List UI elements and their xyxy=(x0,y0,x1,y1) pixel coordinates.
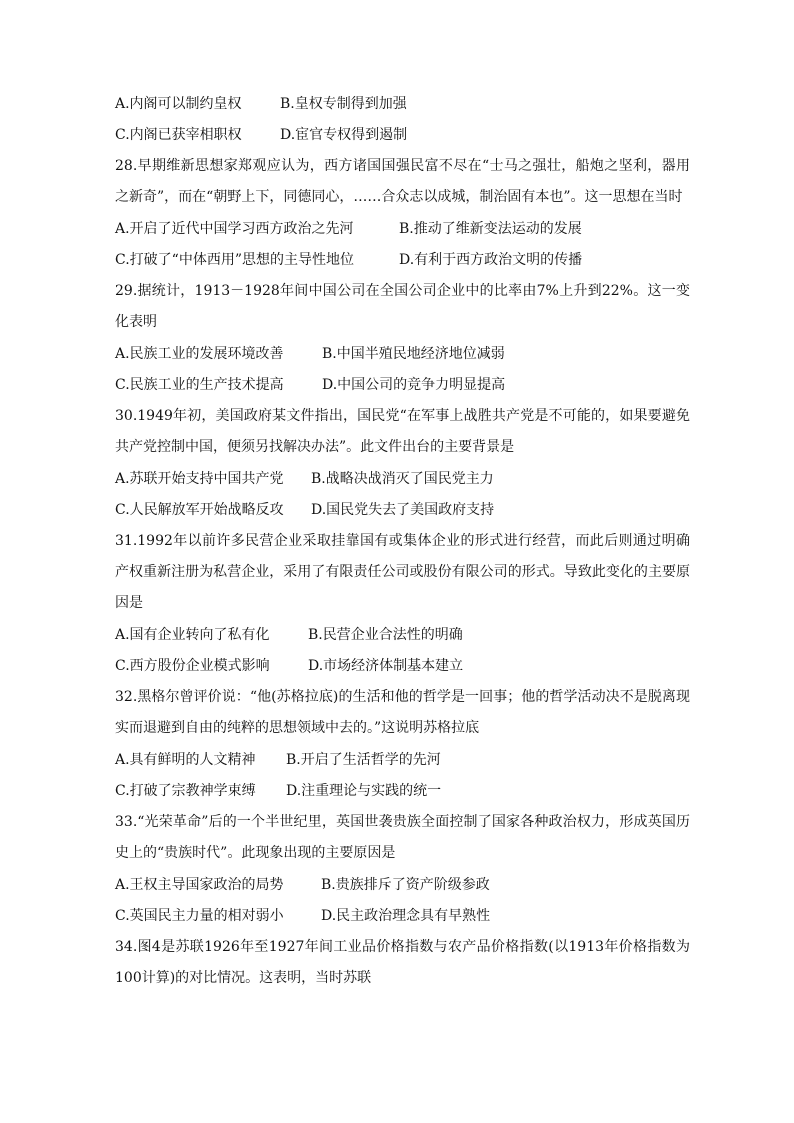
question-33-stem: 33.“光荣革命”后的一个半世纪里，英国世袭贵族全面控制了国家各种政治权力，形成英国历史上的“贵族时代”。此现象出现的主要原因是 xyxy=(115,814,690,861)
option-row xyxy=(115,471,690,487)
question-28-stem: 28.早期维新思想家郑观应认为，西方诸国国强民富不尽在“士马之强壮，船炮之坚利，器用之新奇”，而在“朝野上下，同德同心，……合众志以成城，制治固有本也”。这一思想在当时 xyxy=(115,158,690,205)
option-d: D.国民党失去了美国政府支持 xyxy=(311,502,495,518)
question-29-stem: 29.据统计，1913－1928年间中国公司在全国公司企业中的比率由7%上升到22%。这一变化表明 xyxy=(115,283,690,330)
option-row xyxy=(115,346,690,362)
option-c: C.英国民主力量的相对弱小 xyxy=(115,908,284,924)
option-row xyxy=(115,658,690,674)
option-d: D.宦官专权得到遏制 xyxy=(280,127,408,143)
option-d: D.中国公司的竞争力明显提高 xyxy=(322,377,506,393)
option-d: D.有利于西方政治文明的传播 xyxy=(399,252,583,268)
option-d: D.注重理论与实践的统一 xyxy=(286,783,442,799)
option-c: C.西方股份企业模式影响 xyxy=(115,658,270,674)
option-d: D.市场经济体制基本建立 xyxy=(308,658,464,674)
option-b: B.推动了维新变法运动的发展 xyxy=(399,221,582,237)
option-b: B.贵族排斥了资产阶级参政 xyxy=(321,877,490,893)
option-b: B.开启了生活哲学的先河 xyxy=(286,752,441,768)
option-a: A.国有企业转向了私有化 xyxy=(115,627,270,643)
option-c: C.打破了“中体西用”思想的主导性地位 xyxy=(115,252,354,268)
option-a: A.开启了近代中国学习西方政治之先河 xyxy=(115,221,354,237)
option-a: A.苏联开始支持中国共产党 xyxy=(115,471,284,487)
option-b: B.民营企业合法性的明确 xyxy=(308,627,463,643)
question-list xyxy=(115,96,690,1002)
option-row xyxy=(115,502,690,518)
option-row xyxy=(115,127,690,143)
option-row xyxy=(115,627,690,643)
option-row xyxy=(115,377,690,393)
option-a: A.具有鲜明的人文精神 xyxy=(115,752,256,768)
option-row xyxy=(115,908,690,924)
option-b: B.战略决战消灭了国民党主力 xyxy=(311,471,494,487)
option-a: A.王权主导国家政治的局势 xyxy=(115,877,284,893)
question-30-stem: 30.1949年初，美国政府某文件指出，国民党“在军事上战胜共产党是不可能的，如果要避免共产党控制中国，便须另找解决办法”。此文件出台的主要背景是 xyxy=(115,408,690,455)
option-c: C.内阁已获宰相职权 xyxy=(115,127,242,143)
option-c: C.打破了宗教神学束缚 xyxy=(115,783,256,799)
option-row xyxy=(115,752,690,768)
option-row xyxy=(115,96,690,112)
option-row xyxy=(115,877,690,893)
question-34-stem: 34.图4是苏联1926年至1927年间工业品价格指数与农产品价格指数(以1913年价格指数为100计算)的对比情况。这表明，当时苏联 xyxy=(115,939,690,986)
option-c: C.人民解放军开始战略反攻 xyxy=(115,502,284,518)
option-a: A.内阁可以制约皇权 xyxy=(115,96,242,112)
question-32-stem: 32.黑格尔曾评价说：“他(苏格拉底)的生活和他的哲学是一回事；他的哲学活动决不是脱离现实而退避到自由的纯粹的思想领域中去的。”这说明苏格拉底 xyxy=(115,689,690,736)
option-d: D.民主政治理念具有早熟性 xyxy=(321,908,491,924)
question-31-stem: 31.1992年以前许多民营企业采取挂靠国有或集体企业的形式进行经营，而此后则通过明确产权重新注册为私营企业，采用了有限责任公司或股份有限公司的形式。导致此变化的主要原因是 xyxy=(115,533,690,611)
option-row xyxy=(115,221,690,237)
option-b: B.皇权专制得到加强 xyxy=(280,96,407,112)
option-b: B.中国半殖民地经济地位减弱 xyxy=(322,346,505,362)
option-row xyxy=(115,783,690,799)
option-row xyxy=(115,252,690,268)
option-c: C.民族工业的生产技术提高 xyxy=(115,377,284,393)
option-a: A.民族工业的发展环境改善 xyxy=(115,346,284,362)
